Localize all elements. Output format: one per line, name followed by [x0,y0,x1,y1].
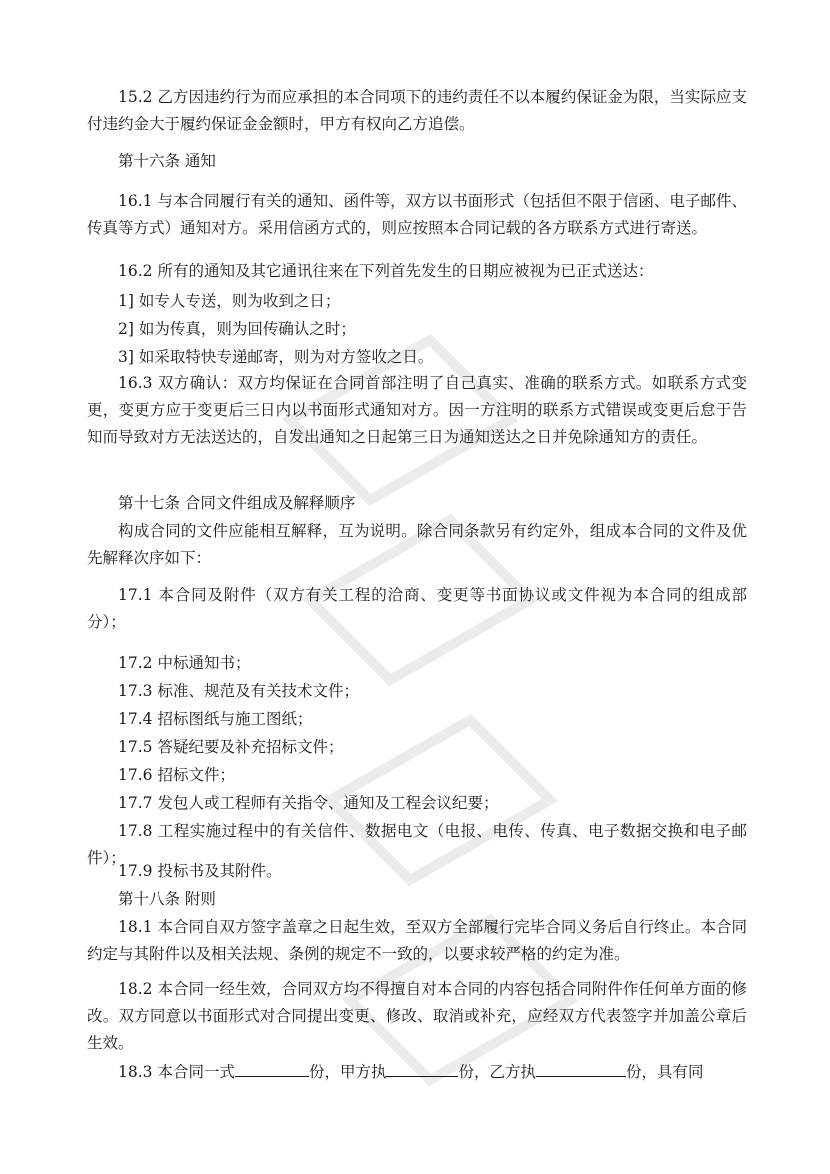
text-segment: 份，甲方执 [308,1063,387,1081]
paragraph-9 [87,518,747,572]
paragraph-first-line: 18.1 本合同自双方签字盖章之日起生效，至双方全部履行完毕合同义务后自行终止。 [118,918,701,936]
paragraph-first-line: 17.1 本合同及附件（双方有关工程的洽商、变更等书面协议或文件视为本合同的组成 [118,586,732,604]
paragraph-first-line: 17.9 投标书及其附件。 [118,862,282,880]
paragraph-first-line: 16.3 双方确认：双方均保证在合同首部注明了自己真实、准确的联系方式。如联系方 [118,374,716,392]
paragraph-first-line: 构成合同的文件应能相互解释，互为说明。除合同条款另有约定外，组成本合同的文 [118,522,701,540]
paragraph-first-line: 17.6 招标文件； [118,766,235,784]
paragraph-21 [87,976,747,1057]
paragraph-first-line: 16.1 与本合同履行有关的通知、函件等，双方以书面形式（包括但不限于信函、电子 [118,192,701,210]
paragraph-continuation: 面的修改。双方同意以书面形式对合同提出变更、修改、取消或补充，应经双方代表签字并加盖公章后生效。 [87,980,747,1052]
paragraph-first-line: 1] 如专人专送，则为收到之日； [118,292,341,310]
paragraph-first-line: 18.2 本合同一经生效，合同双方均不得擅自对本合同的内容包括合同附件作任何单方 [118,980,701,998]
paragraph-continuation: 本合同约定与其附件以及相关法规、条例的规定不一致的，以要求较严格的约定为准。 [87,918,747,963]
paragraph-7 [87,370,747,451]
paragraph-2 [87,188,747,242]
paragraph-continuation: 部分）； [87,586,747,631]
paragraph-8 [87,490,747,517]
paragraph-first-line: 15.2 乙方因违约行为而应承担的本合同项下的违约责任不以本履约保证金为限，当实 [118,88,701,106]
paragraph-5 [87,316,747,343]
paragraph-14 [87,734,747,761]
paragraph-0 [87,84,747,138]
paragraph-first-line: 17.7 发包人或工程师有关指令、通知及工程会议纪要； [118,794,499,812]
paragraph-first-line: 17.5 答疑纪要及补充招标文件； [118,738,344,756]
paragraph-16 [87,790,747,817]
paragraph-18-3 [118,1058,758,1086]
paragraph-continuation: 邮件、传真等方式）通知对方。采用信函方式的，则应按照本合同记载的各方联系方式进行寄送。 [87,192,747,237]
paragraph-continuation: 件及优先解释次序如下： [87,522,747,567]
paragraph-13 [87,706,747,733]
text-segment: 份，乙方执 [458,1063,536,1081]
paragraph-first-line: 3] 如采取特快专递邮寄，则为对方签收之日。 [118,348,434,366]
paragraph-first-line: 17.3 标准、规范及有关技术文件； [118,682,359,700]
paragraph-first-line: 第十七条 合同文件组成及解释顺序 [118,494,356,512]
paragraph-18 [87,858,747,885]
paragraph-4 [87,288,747,315]
paragraph-10 [87,582,747,636]
paragraph-11 [87,650,747,677]
paragraph-continuation: 式变更，变更方应于变更后三日内以书面形式通知对方。因一方注明的联系方式错误或变更后怠于告知而导致对方无法送达的，自发出通知之日起第三日为通知送达之日并免除通知方的责任。 [87,374,747,446]
paragraph-20 [87,914,747,968]
fill-in-blank [536,1058,626,1077]
paragraph-first-line: 2] 如为传真，则为回传确认之时； [118,320,356,338]
text-segment: 份，具有同 [625,1063,704,1081]
fill-in-blank [235,1058,309,1077]
paragraph-6 [87,344,747,371]
paragraph-3 [87,258,747,285]
paragraph-continuation: 子邮件）； [87,822,747,867]
paragraph-first-line: 第十六条 通知 [118,152,216,170]
paragraph-first-line: 17.4 招标图纸与施工图纸； [118,710,313,728]
paragraph-first-line: 16.2 所有的通知及其它通讯往来在下列首先发生的日期应被视为已正式送达： [118,262,654,280]
paragraph-19 [87,886,747,913]
paragraph-first-line: 17.2 中标通知书； [118,654,251,672]
paragraph-first-line: 第十八条 附则 [118,890,216,908]
fill-in-blank [386,1058,458,1077]
text-segment: 18.3 本合同一式 [118,1063,235,1081]
paragraph-15 [87,762,747,789]
paragraph-12 [87,678,747,705]
paragraph-continuation: 际应支付违约金大于履约保证金金额时，甲方有权向乙方追偿。 [87,88,747,133]
paragraph-1 [87,148,747,175]
paragraph-first-line: 17.8 工程实施过程中的有关信件、数据电文（电报、电传、传真、电子数据交换和电 [118,822,716,840]
